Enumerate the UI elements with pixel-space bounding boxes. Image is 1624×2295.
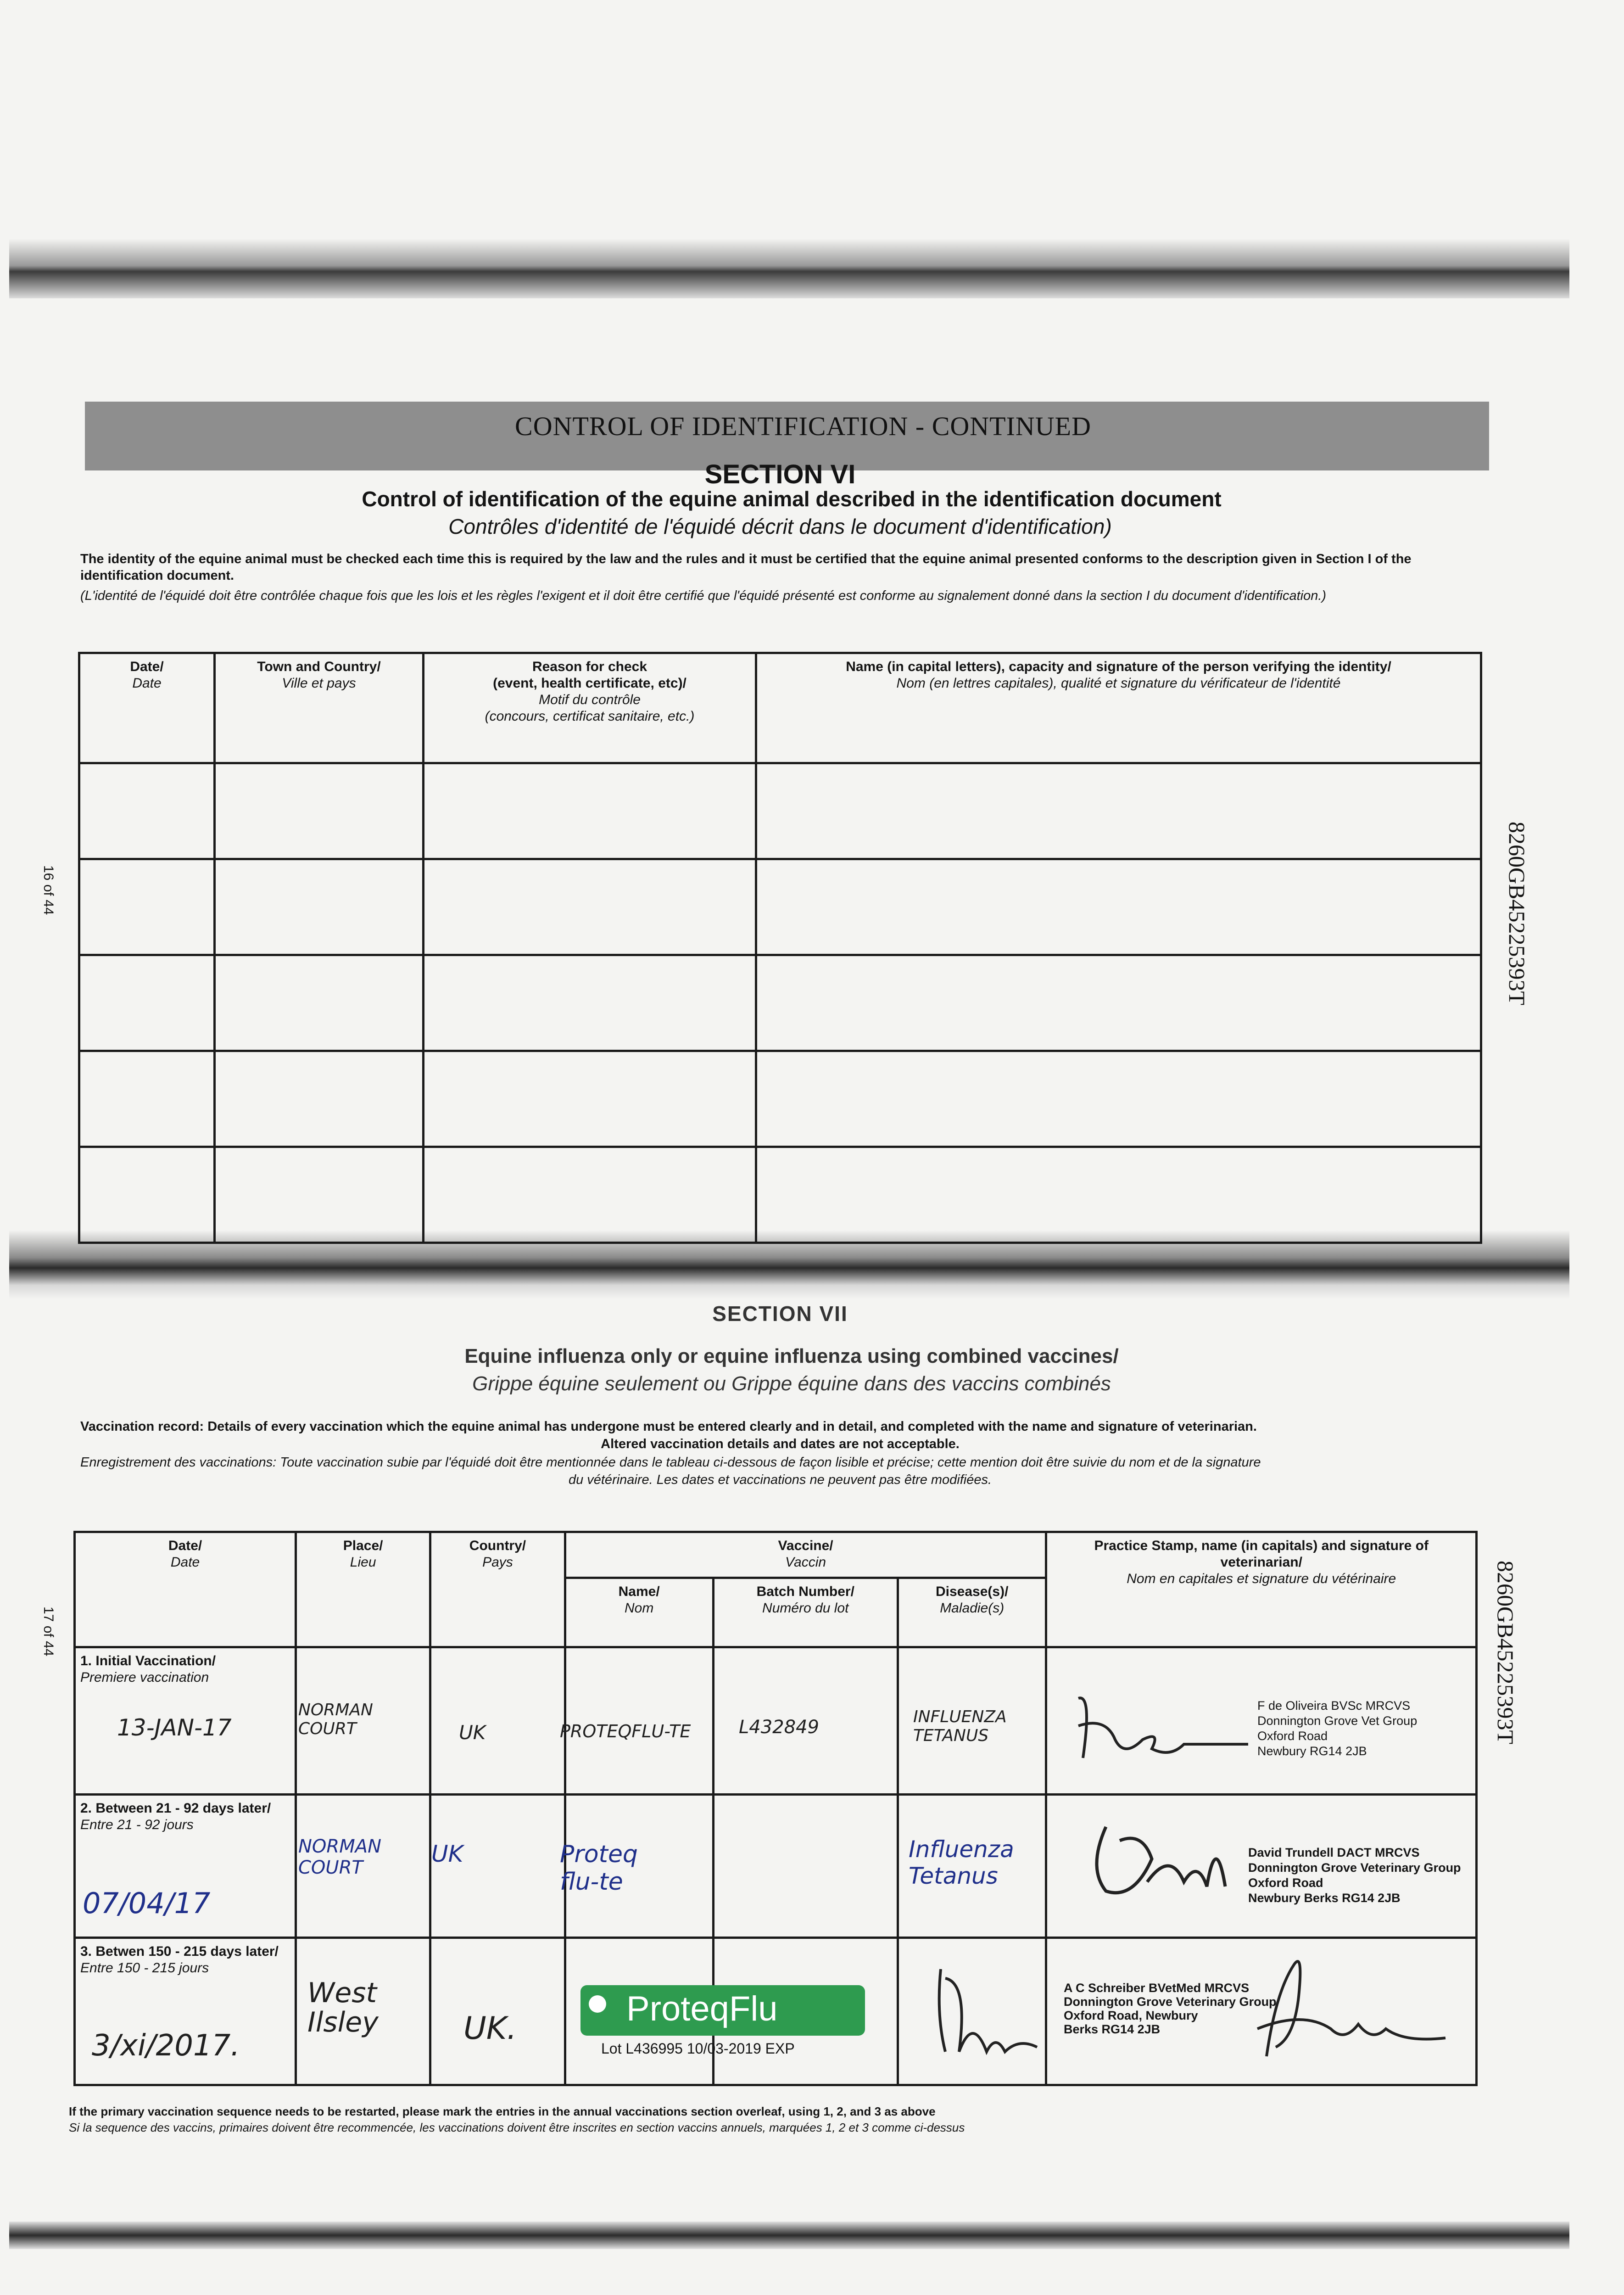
footer-note-fr: Si la sequence des vaccins, primaires doivent être recommencée, les vaccinations doivent être inscrites en section vaccins annuels, marquées 1, 2 et 3 comme ci-dessus xyxy=(69,2121,965,2134)
col-reason-header: Reason for check (event, health certificate, etc)/ Motif du contrôle (concours, certificat sanitaire, etc.) xyxy=(424,653,756,763)
row3-date: 3/xi/2017. xyxy=(92,2029,240,2063)
vacc-place-header: Place/ Lieu xyxy=(296,1532,430,1647)
signature-row2 xyxy=(1078,1813,1244,1905)
passport-id-top: 8260GB4522539​3T xyxy=(1504,822,1530,1005)
row3-place: West Ilsley xyxy=(307,1977,379,2038)
row3-country: UK. xyxy=(463,2010,517,2047)
row2-stamp-line4: Newbury Berks RG14 2JB xyxy=(1248,1891,1401,1905)
vacc-country-header: Country/ Pays xyxy=(430,1532,565,1647)
row1-stamp-line1: F de Oliveira BVSc MRCVS xyxy=(1257,1699,1411,1713)
section-vii-subtitle-en: Equine influenza only or equine influenza using combined vaccines/ xyxy=(464,1345,1119,1367)
row1-place: NORMAN COURT xyxy=(298,1701,373,1738)
row1-vaccine-name: PROTEQFLU-TE xyxy=(560,1721,691,1741)
identity-check-table xyxy=(78,652,1482,1244)
row2-stamp-line1: David Trundell DACT MRCVS xyxy=(1248,1846,1420,1859)
table-row xyxy=(79,955,1481,1051)
proteqflu-sticker xyxy=(580,1985,865,2036)
row2-stamp-line3: Oxford Road xyxy=(1248,1876,1323,1890)
section-vi-heading: SECTION VI xyxy=(704,459,856,489)
row1-stamp-line2: Donnington Grove Vet Group xyxy=(1257,1714,1418,1728)
row2-place: NORMAN COURT xyxy=(298,1836,381,1878)
sticker-lot: Lot L436995 10/03-2019 EXP xyxy=(601,2040,795,2057)
table-row xyxy=(79,859,1481,955)
row3-stamp-line4: Berks RG14 2JB xyxy=(1064,2022,1161,2036)
row-label: 1. Initial Vaccination/ Premiere vaccination xyxy=(75,1647,296,1795)
section-vii-subtitle-fr: Grippe équine seulement ou Grippe équine dans des vaccins combinés xyxy=(472,1372,1111,1395)
col-name-header: Name (in capital letters), capacity and signature of the person verifying the identity/ Nom (en lettres capitales), qualité et signature du vérificateur de l'identité xyxy=(756,653,1481,763)
vacc-disease-header: Disease(s)/ Maladie(s) xyxy=(898,1578,1046,1647)
passport-id-bottom: 8260GB4522539​3T xyxy=(1493,1561,1518,1744)
section-vii-heading: SECTION VII xyxy=(712,1302,848,1326)
leaf-icon xyxy=(589,1995,606,2013)
vacc-stamp-header: Practice Stamp, name (in capitals) and signature of veterinarian/ Nom en capitales et signature du vétérinaire xyxy=(1046,1532,1477,1647)
vacc-batch-header: Batch Number/ Numéro du lot xyxy=(713,1578,898,1647)
table-row xyxy=(79,1147,1481,1243)
row1-date: 13-JAN-17 xyxy=(117,1714,232,1741)
row-label: 2. Between 21 - 92 days later/ Entre 21 - 92 jours xyxy=(75,1795,296,1937)
table-row xyxy=(79,763,1481,859)
signature-row1 xyxy=(1065,1680,1257,1772)
record-text-fr-2: du vétérinaire. Les dates et vaccinations ne peuvent pas être modifiées. xyxy=(568,1472,992,1487)
row3-stamp-line1: A C Schreiber BVetMed MRCVS xyxy=(1064,1981,1250,1995)
record-text-en-2: Altered vaccination details and dates are not acceptable. xyxy=(601,1437,960,1451)
row1-disease: INFLUENZA TETANUS xyxy=(913,1707,1007,1745)
vacc-name-header: Name/ Nom xyxy=(565,1578,713,1647)
intro-fr: (L'identité de l'équidé doit être contrôlée chaque fois que les lois et les règles l'exigent et il doit être certifié que l'équidé présenté est conforme au signalement donné dans la section I du document d'identification.) xyxy=(80,588,1327,603)
page-number-17: 17 of 44 xyxy=(41,1606,56,1657)
row1-batch: L432849 xyxy=(739,1717,819,1738)
row2-vaccine-name: Proteq flu-te xyxy=(560,1841,638,1896)
page-fold-top xyxy=(9,239,1569,298)
row3-stamp-line3: Oxford Road, Newbury xyxy=(1064,2009,1198,2022)
intro-en: The identity of the equine animal must be checked each time this is required by the law and the rules and it must be certified that the equine animal presented conforms to the description given in Section I of the identification document. xyxy=(80,552,1412,583)
sticker-logo: ProteqFlu xyxy=(626,1989,778,2028)
col-town-header: Town and Country/ Ville et pays xyxy=(215,653,424,763)
table-row xyxy=(79,1051,1481,1147)
row1-country: UK xyxy=(459,1721,486,1744)
page-number-16: 16 of 44 xyxy=(41,865,56,915)
row2-stamp-line2: Donnington Grove Veterinary Group xyxy=(1248,1861,1461,1875)
page-fold-bottom xyxy=(9,2222,1569,2249)
row2-disease: Influenza Tetanus xyxy=(909,1836,1014,1889)
record-text-en: Vaccination record: Details of every vaccination which the equine animal has undergone must be entered clearly and in detail, and completed with the name and signature of veterinarian. xyxy=(80,1419,1257,1434)
section-vi-subtitle-en: Control of identification of the equine animal described in the identification document xyxy=(362,487,1222,511)
vacc-vaccine-header: Vaccine/ Vaccin xyxy=(565,1532,1046,1578)
footer-note-en: If the primary vaccination sequence needs to be restarted, please mark the entries in the annual vaccinations section overleaf, using 1, 2, and 3 as above xyxy=(69,2105,936,2118)
row-label: 3. Betwen 150 - 215 days later/ Entre 150 - 215 jours xyxy=(75,1937,296,2085)
row2-date: 07/04/17 xyxy=(83,1886,211,1920)
row1-stamp-line4: Newbury RG14 2JB xyxy=(1257,1744,1367,1758)
row1-stamp-line3: Oxford Road xyxy=(1257,1729,1328,1743)
section-vi-subtitle-fr: Contrôles d'identité de l'équidé décrit dans le document d'identification) xyxy=(448,515,1112,538)
record-text-fr: Enregistrement des vaccinations: Toute vaccination subie par l'équidé doit être mentionnée dans le tableau ci-dessous de façon lisible et précise; cette mention doit être suivie du nom et de la signature xyxy=(80,1455,1261,1470)
page-title: CONTROL OF IDENTIFICATION - CONTINUED xyxy=(515,411,1091,441)
signature-row3-initials xyxy=(927,1960,1055,2070)
signature-row3 xyxy=(1230,1937,1459,2075)
col-date-header: Date/ Date xyxy=(79,653,215,763)
row3-stamp-line2: Donnington Grove Veterinary Group xyxy=(1064,1995,1277,2009)
vacc-date-header: Date/ Date xyxy=(75,1532,296,1647)
row2-country: UK xyxy=(431,1841,463,1867)
